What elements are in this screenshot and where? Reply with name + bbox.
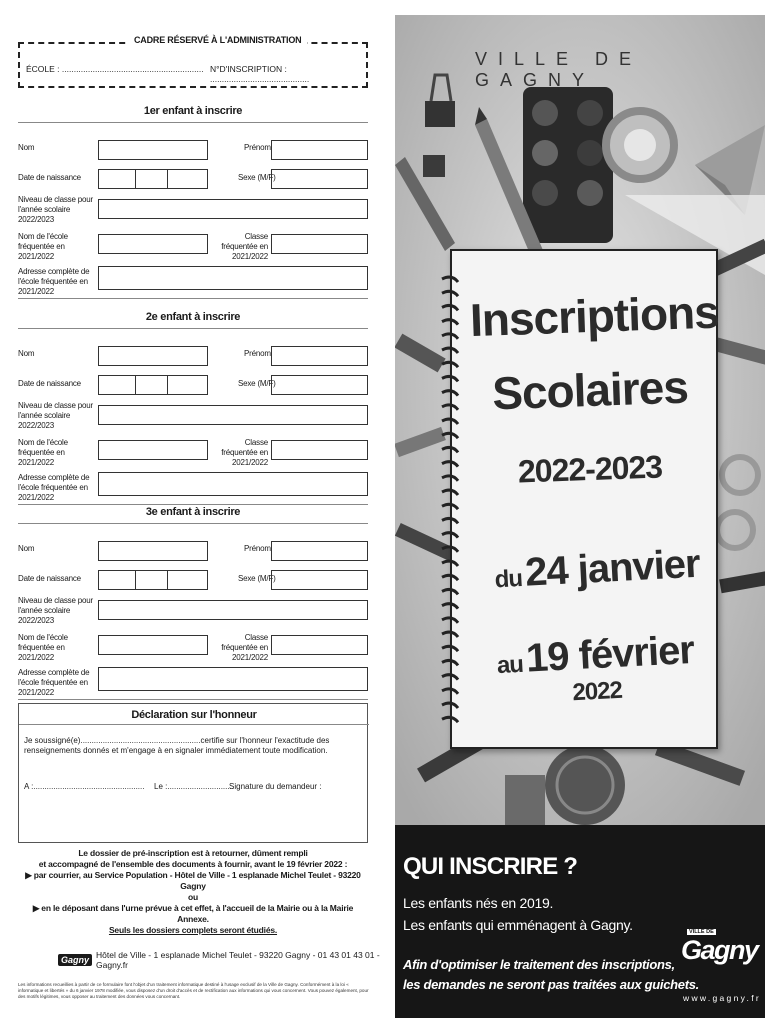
date-separator xyxy=(167,571,168,589)
nom-field[interactable] xyxy=(98,346,208,366)
classe-field[interactable] xyxy=(271,635,368,655)
adresse-label: Adresse complète de l'école fréquentée en 2021/2022 xyxy=(18,267,90,296)
divider xyxy=(19,724,369,725)
child-section-title: 1er enfant à inscrire xyxy=(143,105,243,117)
logo-ville-de: VILLE DE xyxy=(689,929,714,935)
date-naissance-field[interactable] xyxy=(98,570,208,590)
spiral-ring xyxy=(442,462,458,467)
return-instructions xyxy=(18,848,368,936)
adresse-label: Adresse complète de l'école fréquentée en 2021/2022 xyxy=(18,668,90,697)
ecole-label: Nom de l'école fréquentée en 2021/2022 xyxy=(18,438,68,467)
cover-school-year: 2022-2023 xyxy=(517,448,663,490)
declaration-title: Déclaration sur l'honneur xyxy=(131,709,257,721)
qui-inscrire-heading: QUI INSCRIRE ? xyxy=(403,853,578,880)
child-section xyxy=(18,311,368,501)
date-separator xyxy=(135,376,136,394)
cover-panel xyxy=(395,15,765,1018)
child-section-title: 3e enfant à inscrire xyxy=(145,506,241,518)
stationery-photo xyxy=(395,15,765,825)
spiral-ring xyxy=(442,675,458,680)
return-line: et accompagné de l'ensemble des documents à fournir, avant le 19 février 2022 : xyxy=(38,859,348,869)
spiral-ring xyxy=(442,518,458,523)
niveau-field[interactable] xyxy=(98,405,368,425)
classe-label: Classe fréquentée en 2021/2022 xyxy=(221,438,268,467)
date-naissance-label: Date de naissance xyxy=(18,574,81,583)
notice-line: Afin d'optimiser le traitement des inscriptions, xyxy=(403,957,675,972)
child-section xyxy=(18,506,368,696)
classe-label: Classe fréquentée en 2021/2022 xyxy=(221,232,268,261)
ville-de-gagny-logo xyxy=(681,929,758,977)
prenom-field[interactable] xyxy=(271,541,368,561)
niveau-label: Niveau de classe pour l'année scolaire 2022/2023 xyxy=(18,401,93,430)
nom-field[interactable] xyxy=(98,140,208,160)
ecole-label: Nom de l'école fréquentée en 2021/2022 xyxy=(18,232,68,261)
date-naissance-field[interactable] xyxy=(98,169,208,189)
nom-field[interactable] xyxy=(98,541,208,561)
nom-label: Nom xyxy=(18,143,35,152)
ecole-field[interactable] xyxy=(98,440,208,460)
spiral-ring xyxy=(442,504,458,509)
declaration-date: Le :.............................. xyxy=(154,782,235,791)
adresse-field[interactable] xyxy=(98,266,368,290)
spiral-ring xyxy=(442,632,458,637)
divider xyxy=(18,699,368,700)
adresse-label: Adresse complète de l'école fréquentée en 2021/2022 xyxy=(18,473,90,502)
du-label: du xyxy=(494,564,523,594)
logo-gagny: Gagny xyxy=(681,935,758,965)
sexe-label: Sexe (M/F) xyxy=(238,173,276,182)
spiral-ring xyxy=(442,334,458,339)
return-line: ▶ par courrier, au Service Population - Hôtel de Ville - 1 esplanade Michel Teulet - 93220 Gagny xyxy=(25,870,361,891)
gagny-logo: Gagny xyxy=(58,954,92,966)
prenom-label: Prénom xyxy=(244,544,271,553)
spiral-ring xyxy=(442,476,458,481)
spiral-ring xyxy=(442,320,458,325)
child-section-title: 2e enfant à inscrire xyxy=(145,311,241,323)
spiral-ring xyxy=(442,405,458,410)
spiral-ring xyxy=(442,660,458,665)
spiral-rings xyxy=(438,273,462,733)
end-year: 2022 xyxy=(571,676,623,707)
spiral-ring xyxy=(442,419,458,424)
niveau-label: Niveau de classe pour l'année scolaire 2022/2023 xyxy=(18,195,93,224)
divider xyxy=(18,523,368,524)
spiral-ring xyxy=(442,717,458,722)
date-naissance-field[interactable] xyxy=(98,375,208,395)
end-date: 19 février xyxy=(524,627,695,681)
ecole-field[interactable] xyxy=(98,635,208,655)
divider xyxy=(18,122,368,123)
sexe-field[interactable] xyxy=(271,570,368,590)
divider xyxy=(18,328,368,329)
nom-label: Nom xyxy=(18,349,35,358)
spiral-ring xyxy=(442,348,458,353)
classe-label: Classe fréquentée en 2021/2022 xyxy=(221,633,268,662)
spiral-ring xyxy=(442,618,458,623)
child-section xyxy=(18,105,368,295)
divider xyxy=(18,504,368,505)
admin-frame xyxy=(18,35,368,88)
classe-field[interactable] xyxy=(271,440,368,460)
prenom-label: Prénom xyxy=(244,143,271,152)
declaration-signature: Signature du demandeur : xyxy=(229,782,322,791)
spiral-ring xyxy=(442,575,458,580)
return-line: ou xyxy=(188,892,198,902)
start-date: 24 janvier xyxy=(524,541,701,595)
ecole-label: Nom de l'école fréquentée en 2021/2022 xyxy=(18,633,68,662)
spiral-ring xyxy=(442,589,458,594)
adresse-field[interactable] xyxy=(98,667,368,691)
prenom-field[interactable] xyxy=(271,346,368,366)
hotel-de-ville-footer xyxy=(58,950,390,970)
niveau-label: Niveau de classe pour l'année scolaire 2022/2023 xyxy=(18,596,93,625)
date-separator xyxy=(135,170,136,188)
spiral-ring xyxy=(442,447,458,452)
return-line: Le dossier de pré-inscription est à retourner, dûment rempli xyxy=(78,848,308,858)
cover-title-scolaires: Scolaires xyxy=(491,360,689,420)
notice-line: les demandes ne seront pas traitées aux guichets. xyxy=(403,977,699,992)
date-separator xyxy=(167,170,168,188)
return-note: Seuls les dossiers complets seront étudiés. xyxy=(108,925,278,935)
ville-de-gagny-title: VILLE DE GAGNY xyxy=(475,49,643,90)
divider xyxy=(18,298,368,299)
who-to-register-band xyxy=(395,825,765,1018)
notebook xyxy=(450,249,718,749)
website-link[interactable]: www.gagny.fr xyxy=(683,993,761,1003)
spiral-ring xyxy=(442,604,458,609)
eligibility-line: Les enfants qui emménagent à Gagny. xyxy=(403,917,633,933)
date-naissance-label: Date de naissance xyxy=(18,379,81,388)
declaration-place: A :.................................................. xyxy=(24,782,145,791)
spiral-ring xyxy=(442,277,458,282)
legal-notice: Les informations recueillies à partir de ce formulaire font l'objet d'un traitement informatique destiné à l'usage exclusif de la Ville de Gagny. Conformément à la loi « informatique et libertés » du 6 janvier 1978 modifiée, vous disposez d'un droit d'accès et de rectification aux informations qui vous concernent. Vous pouvez également, pour des motifs légitimes, vous opposer au traitement des données vous concernant. xyxy=(18,982,369,999)
spiral-ring xyxy=(442,362,458,367)
date-separator xyxy=(135,571,136,589)
prenom-field[interactable] xyxy=(271,140,368,160)
spiral-ring xyxy=(442,547,458,552)
spiral-ring xyxy=(442,533,458,538)
sexe-field[interactable] xyxy=(271,169,368,189)
spiral-ring xyxy=(442,305,458,310)
admin-title: CADRE RÉSERVÉ À L'ADMINISTRATION xyxy=(128,35,307,45)
adresse-field[interactable] xyxy=(98,472,368,496)
sexe-label: Sexe (M/F) xyxy=(238,379,276,388)
prenom-label: Prénom xyxy=(244,349,271,358)
au-label: au xyxy=(496,650,524,680)
eligibility-line: Les enfants nés en 2019. xyxy=(403,895,554,911)
spiral-ring xyxy=(442,689,458,694)
spiral-ring xyxy=(442,391,458,396)
spiral-ring xyxy=(442,490,458,495)
niveau-field[interactable] xyxy=(98,600,368,620)
spiral-ring xyxy=(442,561,458,566)
cover-title-inscriptions: Inscriptions xyxy=(469,285,720,347)
hotel-address: Hôtel de Ville - 1 esplanade Michel Teulet - 93220 Gagny - 01 43 01 43 01 - Gagny.fr xyxy=(96,950,380,970)
declaration-box xyxy=(18,703,368,843)
admin-ecole-field: ÉCOLE : ............................................................ xyxy=(26,64,204,74)
nom-label: Nom xyxy=(18,544,35,553)
cover-end-date xyxy=(474,627,717,712)
declaration-text: Je soussigné(e)......................................................certifie sur l'honneur l'exactitude des renseignements donnés et m'engage à en signaler immédiatement toute modification. xyxy=(24,736,330,755)
spiral-ring xyxy=(442,433,458,438)
sexe-label: Sexe (M/F) xyxy=(238,574,276,583)
sexe-field[interactable] xyxy=(271,375,368,395)
niveau-field[interactable] xyxy=(98,199,368,219)
spiral-ring xyxy=(442,291,458,296)
spiral-ring xyxy=(442,646,458,651)
ecole-field[interactable] xyxy=(98,234,208,254)
classe-field[interactable] xyxy=(271,234,368,254)
admin-inscription-field: N°D'INSCRIPTION : .......................................... xyxy=(210,64,310,84)
return-line: ▶ en le déposant dans l'urne prévue à cet effet, à l'accueil de la Mairie ou à la Mairie Annexe. xyxy=(32,903,354,924)
cover-start-date xyxy=(481,541,713,598)
spiral-ring xyxy=(442,376,458,381)
spiral-ring xyxy=(442,703,458,708)
date-separator xyxy=(167,376,168,394)
date-naissance-label: Date de naissance xyxy=(18,173,81,182)
